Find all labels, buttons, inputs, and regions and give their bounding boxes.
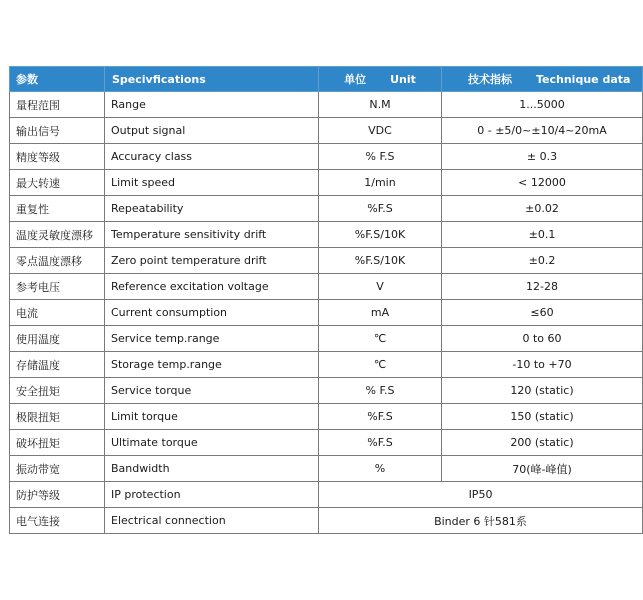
table-row: [10, 326, 643, 352]
value-cell: -10 to +70: [442, 352, 643, 378]
header-unit-cn: 单位: [344, 73, 367, 86]
table-row: [10, 482, 643, 508]
unit-cell: VDC: [319, 118, 442, 144]
param-cell: 电气连接: [10, 508, 105, 534]
unit-cell: ℃: [319, 352, 442, 378]
header-unit: [319, 67, 442, 92]
unit-cell: % F.S: [319, 144, 442, 170]
value-cell: 120 (static): [442, 378, 643, 404]
unit-cell: %: [319, 456, 442, 482]
value-cell: 70(峰-峰值): [442, 456, 643, 482]
param-cell: 使用温度: [10, 326, 105, 352]
unit-cell: %F.S: [319, 196, 442, 222]
value-cell: ≤60: [442, 300, 643, 326]
table-row: [10, 92, 643, 118]
header-value-en: Technique data: [536, 73, 631, 86]
unit-cell: %F.S: [319, 404, 442, 430]
spec-cell: Temperature sensitivity drift: [105, 222, 319, 248]
spec-cell: Electrical connection: [105, 508, 319, 534]
param-cell: 重复性: [10, 196, 105, 222]
spec-cell: Range: [105, 92, 319, 118]
table-row: [10, 508, 643, 534]
table-row: [10, 196, 643, 222]
param-cell: 安全扭矩: [10, 378, 105, 404]
table-row: [10, 456, 643, 482]
header-spec: Specivfications: [105, 67, 319, 92]
unit-cell: mA: [319, 300, 442, 326]
unit-cell: %F.S/10K: [319, 248, 442, 274]
param-cell: 输出信号: [10, 118, 105, 144]
header-value: [442, 67, 643, 92]
table-row: [10, 430, 643, 456]
value-cell: ±0.02: [442, 196, 643, 222]
spec-cell: Service torque: [105, 378, 319, 404]
spec-cell: Limit torque: [105, 404, 319, 430]
param-cell: 参考电压: [10, 274, 105, 300]
value-cell: 1...5000: [442, 92, 643, 118]
unit-cell: 1/min: [319, 170, 442, 196]
table-header-row: [10, 67, 643, 92]
unit-cell: %F.S/10K: [319, 222, 442, 248]
param-cell: 存储温度: [10, 352, 105, 378]
spec-cell: Bandwidth: [105, 456, 319, 482]
header-value-cn: 技术指标: [468, 73, 512, 86]
unit-cell: V: [319, 274, 442, 300]
spec-body: [10, 92, 643, 534]
table-row: [10, 300, 643, 326]
param-cell: 零点温度漂移: [10, 248, 105, 274]
unit-cell: N.M: [319, 92, 442, 118]
spec-cell: Current consumption: [105, 300, 319, 326]
spec-table: [9, 66, 643, 534]
spec-cell: Repeatability: [105, 196, 319, 222]
spec-cell: Reference excitation voltage: [105, 274, 319, 300]
spec-cell: Zero point temperature drift: [105, 248, 319, 274]
param-cell: 极限扭矩: [10, 404, 105, 430]
value-cell: 0 to 60: [442, 326, 643, 352]
table-row: [10, 118, 643, 144]
header-param: 参数: [10, 67, 105, 92]
unit-cell: % F.S: [319, 378, 442, 404]
table-row: [10, 248, 643, 274]
table-row: [10, 222, 643, 248]
spec-cell: Storage temp.range: [105, 352, 319, 378]
value-cell: ±0.1: [442, 222, 643, 248]
param-cell: 温度灵敏度漂移: [10, 222, 105, 248]
spec-cell: Limit speed: [105, 170, 319, 196]
param-cell: 振动带宽: [10, 456, 105, 482]
value-cell-merged: IP50: [319, 482, 643, 508]
unit-cell: %F.S: [319, 430, 442, 456]
spec-cell: Output signal: [105, 118, 319, 144]
param-cell: 破坏扭矩: [10, 430, 105, 456]
unit-cell: ℃: [319, 326, 442, 352]
table-row: [10, 170, 643, 196]
value-cell: 0 - ±5/0~±10/4~20mA: [442, 118, 643, 144]
param-cell: 电流: [10, 300, 105, 326]
header-unit-en: Unit: [390, 73, 416, 86]
table-row: [10, 352, 643, 378]
spec-cell: IP protection: [105, 482, 319, 508]
value-cell: < 12000: [442, 170, 643, 196]
value-cell: 150 (static): [442, 404, 643, 430]
spec-cell: Ultimate torque: [105, 430, 319, 456]
value-cell: ±0.2: [442, 248, 643, 274]
value-cell: 12-28: [442, 274, 643, 300]
spec-cell: Accuracy class: [105, 144, 319, 170]
value-cell-merged: Binder 6 针581系: [319, 508, 643, 534]
spec-cell: Service temp.range: [105, 326, 319, 352]
table-row: [10, 144, 643, 170]
table-row: [10, 378, 643, 404]
table-row: [10, 404, 643, 430]
param-cell: 防护等级: [10, 482, 105, 508]
value-cell: 200 (static): [442, 430, 643, 456]
param-cell: 量程范围: [10, 92, 105, 118]
value-cell: ± 0.3: [442, 144, 643, 170]
table-row: [10, 274, 643, 300]
param-cell: 最大转速: [10, 170, 105, 196]
param-cell: 精度等级: [10, 144, 105, 170]
